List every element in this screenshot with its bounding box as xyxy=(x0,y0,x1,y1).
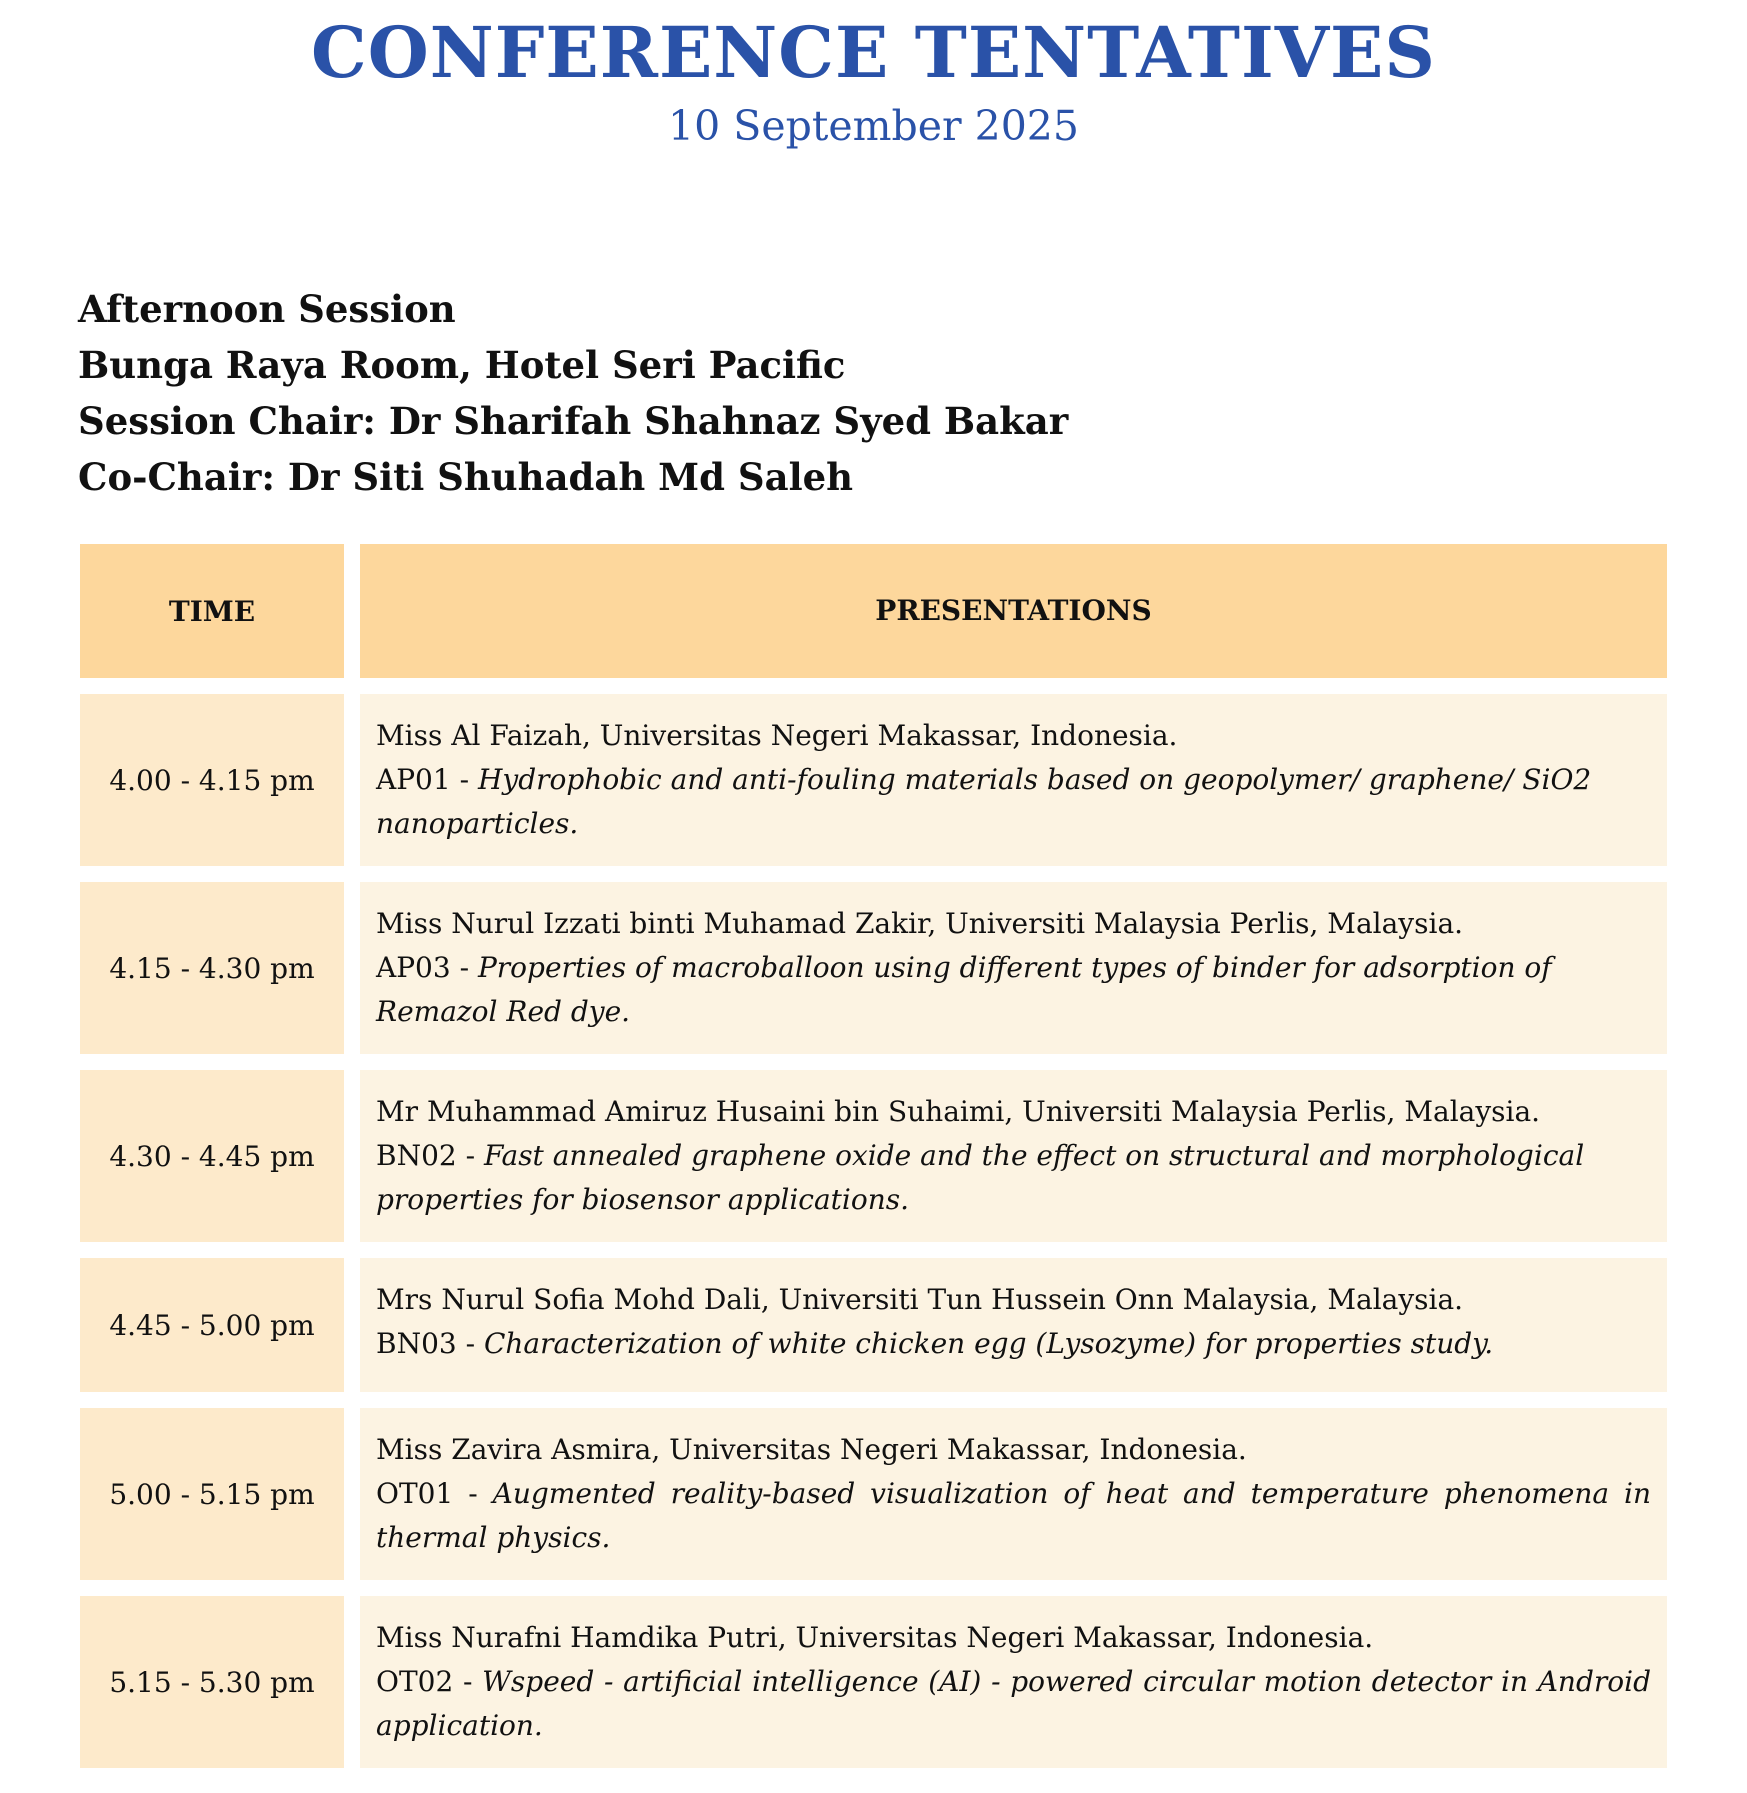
time-cell: 4.45 - 5.00 pm xyxy=(80,1258,344,1392)
presentation-cell xyxy=(360,1408,1667,1580)
table-row xyxy=(80,882,1667,1054)
paper-title: Augmented reality-based visualization of heat and temperature phenomena in thermal physics. xyxy=(376,1477,1651,1554)
presenter: Mr Muhammad Amiruz Husaini bin Suhaimi, Universiti Malaysia Perlis, Malaysia. xyxy=(376,1095,1541,1128)
time-cell: 5.00 - 5.15 pm xyxy=(80,1408,344,1580)
time-cell: 5.15 - 5.30 pm xyxy=(80,1596,344,1768)
table-row xyxy=(80,1408,1667,1580)
presenter: Miss Zavira Asmira, Universitas Negeri Makassar, Indonesia. xyxy=(376,1433,1247,1466)
column-header-presentations: PRESENTATIONS xyxy=(360,544,1667,678)
presentation-detail xyxy=(376,758,1651,846)
event-date: 10 September 2025 xyxy=(668,102,1079,150)
paper-title: Wspeed - artificial intelligence (AI) - powered circular motion detector in Android application. xyxy=(376,1665,1651,1742)
time-cell: 4.30 - 4.45 pm xyxy=(80,1070,344,1242)
paper-title: Characterization of white chicken egg (Lysozyme) for properties study. xyxy=(483,1327,1494,1360)
presentation-detail xyxy=(376,1322,1651,1366)
column-header-time: TIME xyxy=(80,544,344,678)
presentation-cell xyxy=(360,1258,1667,1392)
presentation-detail xyxy=(376,1134,1651,1222)
session-chair: Session Chair: Dr Sharifah Shahnaz Syed Bakar xyxy=(78,399,1069,443)
paper-code: BN02 - xyxy=(376,1139,484,1172)
presentation-detail xyxy=(376,1660,1651,1748)
table-row xyxy=(80,1070,1667,1242)
presentation-cell xyxy=(360,1596,1667,1768)
session-venue: Bunga Raya Room, Hotel Seri Pacific xyxy=(78,343,846,387)
presentation-cell xyxy=(360,694,1667,866)
paper-code: AP01 - xyxy=(376,763,478,796)
presentation-cell xyxy=(360,882,1667,1054)
presentation-cell xyxy=(360,1070,1667,1242)
page-title: CONFERENCE TENTATIVES xyxy=(311,11,1436,94)
presenter: Miss Al Faizah, Universitas Negeri Makassar, Indonesia. xyxy=(376,719,1178,752)
schedule-table xyxy=(80,544,1667,1784)
table-row xyxy=(80,694,1667,866)
presentation-detail xyxy=(376,946,1651,1034)
time-cell: 4.00 - 4.15 pm xyxy=(80,694,344,866)
paper-code: OT02 - xyxy=(376,1665,483,1698)
paper-code: BN03 - xyxy=(376,1327,484,1360)
time-cell: 4.15 - 4.30 pm xyxy=(80,882,344,1054)
presenter: Mrs Nurul Sofia Mohd Dali, Universiti Tun Hussein Onn Malaysia, Malaysia. xyxy=(376,1283,1464,1316)
presentation-detail xyxy=(376,1472,1651,1560)
paper-code: AP03 - xyxy=(376,951,478,984)
paper-title: Fast annealed graphene oxide and the effect on structural and morphological properties for biosensor applications. xyxy=(376,1139,1585,1216)
table-header-row xyxy=(80,544,1667,678)
table-row xyxy=(80,1596,1667,1768)
presenter: Miss Nurafni Hamdika Putri, Universitas Negeri Makassar, Indonesia. xyxy=(376,1621,1374,1654)
session-cochair: Co-Chair: Dr Siti Shuhadah Md Saleh xyxy=(78,455,854,499)
paper-title: Properties of macroballoon using different types of binder for adsorption of Remazol Red dye. xyxy=(376,951,1552,1028)
paper-code: OT01 - xyxy=(376,1477,493,1510)
table-row xyxy=(80,1258,1667,1392)
presenter: Miss Nurul Izzati binti Muhamad Zakir, Universiti Malaysia Perlis, Malaysia. xyxy=(376,907,1464,940)
session-name: Afternoon Session xyxy=(78,287,456,331)
session-info xyxy=(78,281,1678,505)
paper-title: Hydrophobic and anti-fouling materials based on geopolymer/ graphene/ SiO2 nanoparticles. xyxy=(376,763,1592,840)
